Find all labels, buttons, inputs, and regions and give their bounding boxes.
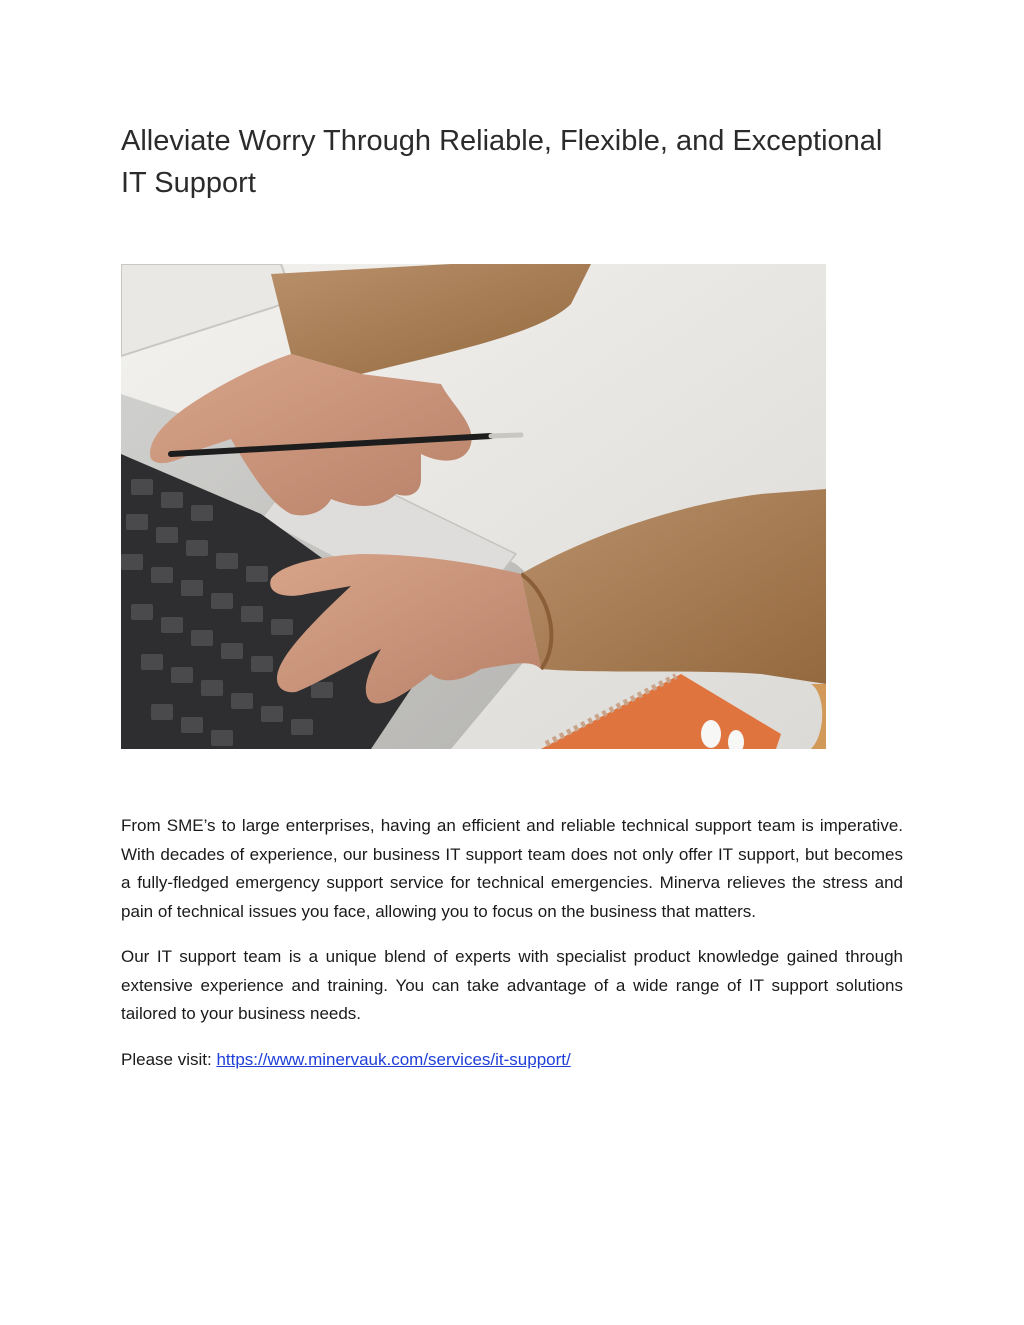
page-title: Alleviate Worry Through Reliable, Flexible, and Exceptional IT Support: [121, 125, 883, 199]
hero-photo: [121, 264, 826, 749]
team-paragraph: Our IT support team is a unique blend of experts with specialist product knowledge gained through extensive experience and training. You can take advantage of a wide range of IT support solutions tailored to your business needs.: [121, 947, 903, 1023]
visit-label: Please visit:: [121, 1049, 217, 1069]
intro-paragraph: From SME’s to large enterprises, having an efficient and reliable technical support team is imperative. With decades of experience, our business IT support team does not only offer IT support, but becomes a fully-fledged emergency support service for technical emergencies. Minerva relieves the stress and pain of technical issues you face, allowing you to focus on the business that matters.: [121, 816, 903, 921]
visit-line: [121, 1046, 903, 1075]
body-text: [121, 812, 903, 1091]
it-support-link[interactable]: https://www.minervauk.com/services/it-support/: [216, 1049, 571, 1069]
